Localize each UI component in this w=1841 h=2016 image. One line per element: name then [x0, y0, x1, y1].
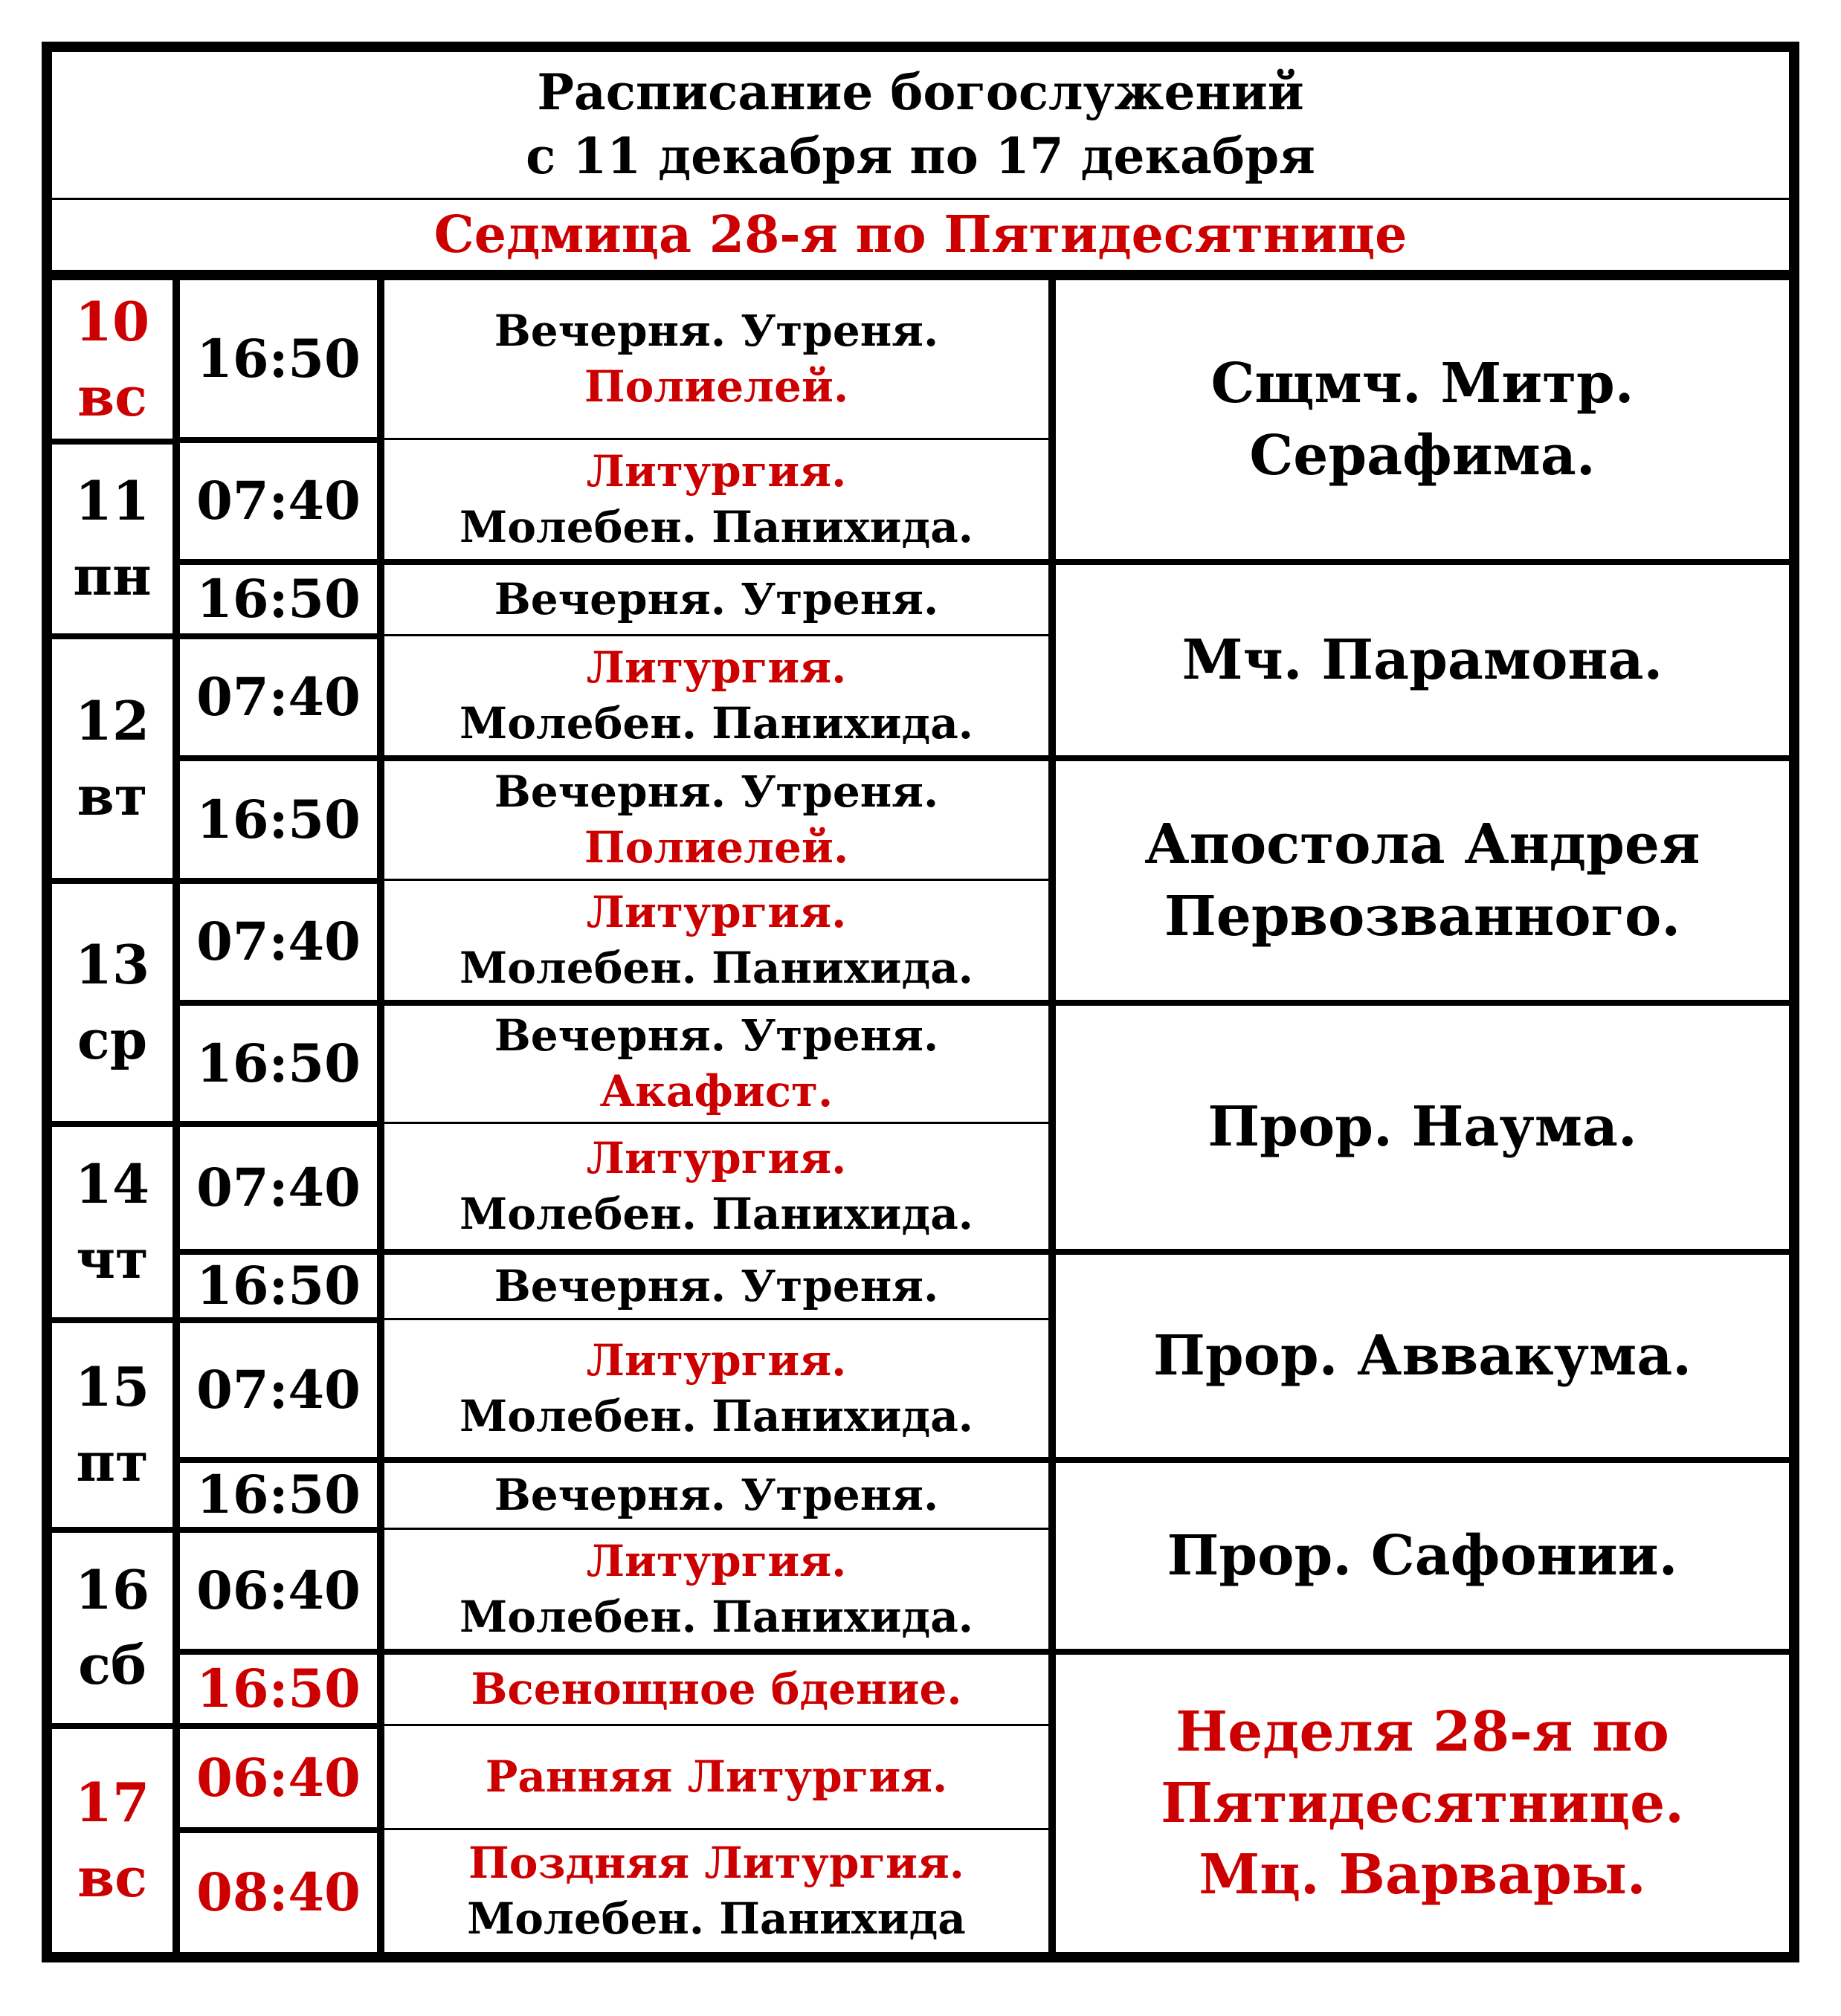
day-of-week: вс [77, 364, 147, 428]
service-time: 07:40 [196, 1359, 361, 1421]
week-title: Седмица 28-я по Пятидесятнице [433, 204, 1408, 265]
service-name [384, 881, 1048, 1000]
day-number: 10 [74, 289, 150, 353]
group-border-3 [384, 1000, 1789, 1006]
saint-cell [1056, 565, 1789, 755]
day-cell-15 [52, 1323, 173, 1527]
title-line-1: Расписание богослужений [537, 63, 1304, 122]
service-line: Молебен. Панихида. [460, 1592, 973, 1642]
day-of-week: вс [77, 1846, 147, 1909]
service-line: Вечерня. Утреня. [494, 766, 939, 817]
saint-line: Прор. Наума. [1208, 1095, 1637, 1160]
service-line: Акафист. [599, 1066, 834, 1117]
group-border-2 [384, 755, 1789, 761]
service-line: Литургия. [586, 1535, 847, 1586]
saint-line: Прор. Аввакума. [1152, 1323, 1692, 1388]
service-time: 16:50 [196, 1658, 361, 1720]
time-border-4 [180, 755, 377, 761]
saint-line: Прор. Сафонии. [1167, 1523, 1678, 1588]
time-border-11 [180, 1527, 377, 1533]
saint-cell [1056, 280, 1789, 559]
service-line: Полиелей. [584, 822, 849, 873]
header-bottom-border [52, 270, 1789, 280]
service-line: Литургия. [586, 445, 847, 497]
day-border-5 [52, 1317, 173, 1323]
saint-line: Мц. Варвары. [1199, 1843, 1646, 1907]
service-line: Молебен. Панихида. [460, 698, 973, 749]
day-number: 13 [74, 932, 150, 996]
column-divider-service [1048, 280, 1056, 1952]
service-line: Молебен. Панихида. [460, 1189, 973, 1239]
day-cell-14 [52, 1127, 173, 1317]
service-time: 16:50 [196, 788, 361, 850]
service-name [384, 1830, 1048, 1952]
day-of-week: ср [77, 1007, 148, 1071]
time-border-5 [180, 878, 377, 884]
service-time: 07:40 [196, 470, 361, 532]
day-cell-16 [52, 1533, 173, 1723]
service-time: 06:40 [196, 1560, 361, 1622]
day-of-week: пт [76, 1430, 149, 1493]
saint-line: Пятидесятнице. [1161, 1771, 1684, 1835]
service-time: 16:50 [196, 568, 361, 630]
service-name [384, 1255, 1048, 1318]
day-border-1 [52, 439, 173, 445]
service-name [384, 440, 1048, 559]
time-border-3 [180, 633, 377, 639]
service-line: Молебен. Панихида. [460, 943, 973, 993]
time-border-10 [180, 1457, 377, 1463]
time-border-13 [180, 1723, 377, 1729]
saint-cell [1056, 1463, 1789, 1649]
saint-line: Серафима. [1249, 423, 1596, 488]
saint-border-1 [1056, 559, 1789, 565]
service-name [384, 565, 1048, 634]
service-name [384, 636, 1048, 755]
service-name [384, 761, 1048, 879]
day-border-7 [52, 1723, 173, 1729]
time-border-9 [180, 1317, 377, 1323]
saint-cell-sunday [1056, 1655, 1789, 1952]
day-number: 12 [74, 688, 150, 752]
service-line: Вечерня. Утреня. [494, 1469, 939, 1520]
service-time: 08:40 [196, 1861, 361, 1924]
service-line: Вечерня. Утреня. [494, 1260, 939, 1311]
time-border-14 [180, 1827, 377, 1833]
saint-cell [1056, 1006, 1789, 1249]
service-name [384, 1124, 1048, 1249]
service-line: Молебен. Панихида. [460, 502, 973, 552]
column-divider-time [377, 280, 384, 1952]
time-border-2 [180, 559, 377, 565]
saint-cell [1056, 761, 1789, 1000]
service-name [384, 1463, 1048, 1528]
day-of-week: вт [77, 763, 148, 827]
time-border-7 [180, 1121, 377, 1127]
service-time: 16:50 [196, 327, 361, 390]
day-border-3 [52, 878, 173, 884]
day-of-week: пн [73, 544, 152, 607]
service-time: 16:50 [196, 1464, 361, 1526]
service-time: 07:40 [196, 911, 361, 973]
day-number: 17 [74, 1771, 150, 1835]
time-border-12 [180, 1649, 377, 1655]
service-line: Вечерня. Утреня. [494, 305, 939, 356]
day-number: 14 [74, 1152, 150, 1216]
day-of-week: чт [76, 1227, 149, 1290]
service-name [384, 1726, 1048, 1828]
group-border-5 [384, 1457, 1789, 1463]
day-cell-11 [52, 445, 173, 633]
group-border-4 [384, 1249, 1789, 1255]
service-line: Всенощное бдение. [471, 1663, 962, 1714]
day-border-6 [52, 1527, 173, 1533]
day-of-week: сб [78, 1633, 146, 1696]
day-cell-17 [52, 1729, 173, 1952]
time-border-1 [180, 437, 377, 443]
saint-line: Неделя 28-я по [1176, 1699, 1669, 1764]
day-number: 16 [74, 1558, 150, 1622]
service-name [384, 1530, 1048, 1649]
title-line-2: с 11 декабря по 17 декабря [526, 127, 1315, 185]
service-line: Литургия. [586, 642, 847, 693]
saint-line: Мч. Парамона. [1181, 627, 1663, 692]
service-name [384, 280, 1048, 438]
day-border-2 [52, 633, 173, 639]
schedule-title [52, 52, 1789, 198]
day-cell-13 [52, 884, 173, 1121]
group-border-6 [384, 1649, 1789, 1655]
service-line: Молебен. Панихида [467, 1893, 966, 1944]
day-border-4 [52, 1121, 173, 1127]
day-cell-12 [52, 639, 173, 878]
saint-cell [1056, 1255, 1789, 1457]
service-name [384, 1320, 1048, 1457]
service-time: 16:50 [196, 1255, 361, 1317]
column-divider-day [173, 280, 180, 1952]
service-time: 06:40 [196, 1747, 361, 1809]
time-border-6 [180, 1000, 377, 1006]
service-name [384, 1655, 1048, 1724]
day-number: 11 [74, 469, 150, 533]
service-line: Литургия. [586, 1334, 847, 1386]
saint-line: Апостола Андрея [1144, 812, 1700, 877]
day-cell-10 [52, 280, 173, 439]
service-line: Полиелей. [584, 361, 849, 412]
saint-line: Первозванного. [1164, 884, 1681, 949]
service-line: Вечерня. Утреня. [494, 573, 939, 624]
service-name [384, 1006, 1048, 1122]
service-line: Молебен. Панихида. [460, 1391, 973, 1441]
service-time: 16:50 [196, 1032, 361, 1094]
service-time: 07:40 [196, 666, 361, 728]
service-time: 07:40 [196, 1157, 361, 1219]
service-line: Поздняя Литургия. [468, 1837, 964, 1888]
saint-line: Сщмч. Митр. [1210, 352, 1634, 416]
day-number: 15 [74, 1355, 150, 1419]
service-line: Литургия. [586, 1132, 847, 1183]
service-line: Вечерня. Утреня. [494, 1009, 939, 1061]
service-line: Ранняя Литургия. [485, 1751, 948, 1802]
service-line: Литургия. [586, 886, 847, 937]
